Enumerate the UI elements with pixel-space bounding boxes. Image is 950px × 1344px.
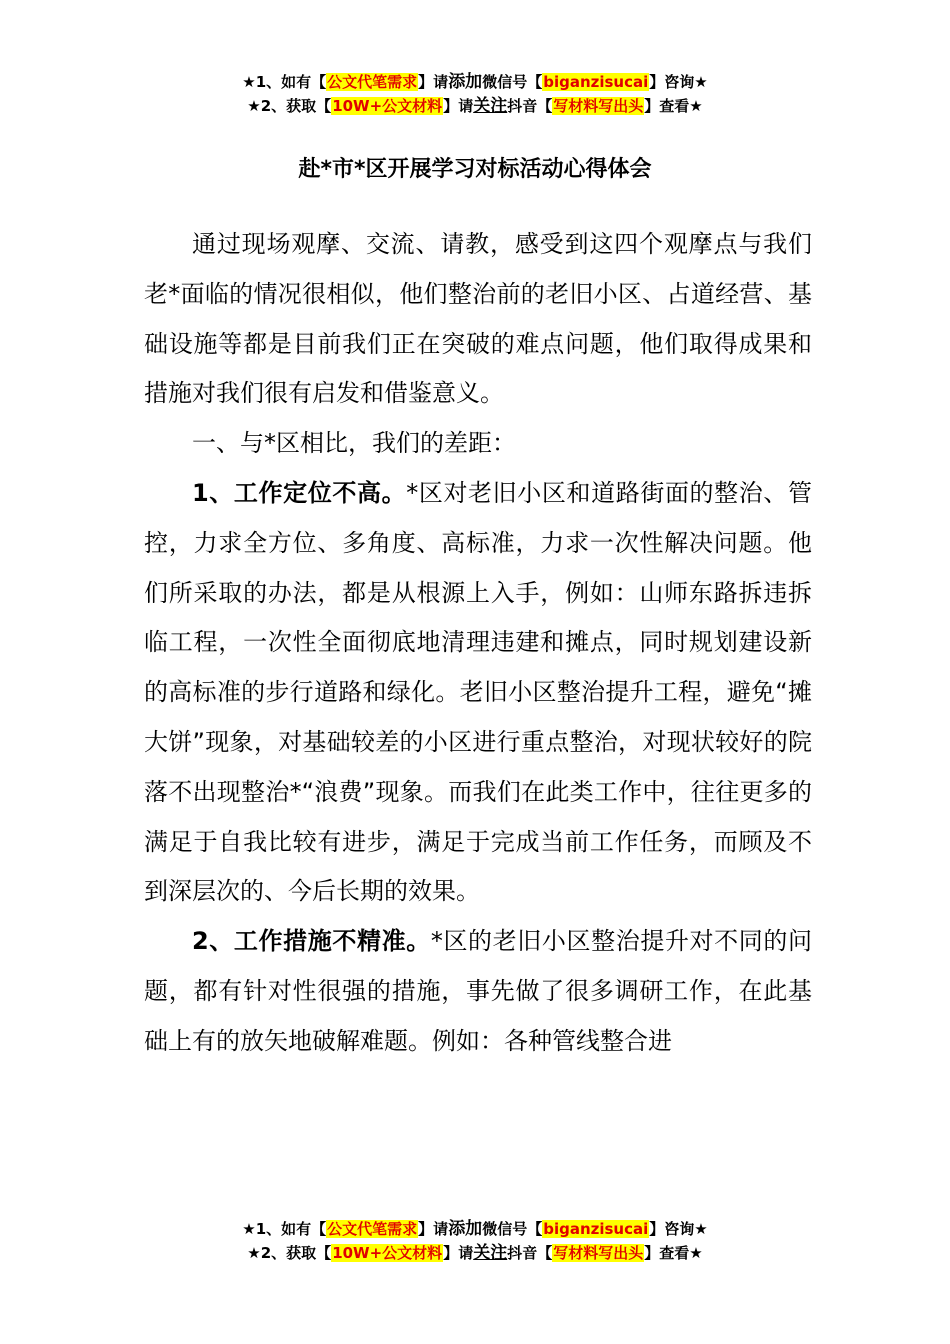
header-ad bbox=[0, 70, 950, 118]
footer-ad-1-mid2: 微信号【 bbox=[482, 1220, 543, 1238]
footer-ad-2-prefix: ★2、获取【 bbox=[247, 1244, 332, 1262]
header-ad-2-highlight-douyin: 写材料写出头 bbox=[553, 97, 644, 115]
footer-ad-2-mid: 】请 bbox=[443, 1244, 474, 1262]
footer-ad-1-highlight-service: 公文代笔需求 bbox=[327, 1220, 418, 1238]
header-ad-1-emphasis: 添加 bbox=[448, 72, 483, 92]
document-body bbox=[144, 220, 812, 1067]
footer-ad-1-highlight-wechat: biganzisucai bbox=[543, 1220, 649, 1238]
document-title: 赴*市*区开展学习对标活动心得体会 bbox=[298, 157, 652, 182]
footer-ad-2-suffix: 】查看★ bbox=[644, 1244, 703, 1262]
section-heading-gap bbox=[144, 419, 812, 469]
header-ad-1-highlight-wechat: biganzisucai bbox=[543, 73, 649, 91]
section-heading-text: 一、与*区相比，我们的差距： bbox=[192, 429, 516, 458]
header-ad-1-mid: 】请 bbox=[418, 73, 449, 91]
footer-ad-2-highlight-douyin: 写材料写出头 bbox=[553, 1244, 644, 1262]
footer-ad-1-suffix: 】咨询★ bbox=[649, 1220, 708, 1238]
footer-ad-1-emphasis: 添加 bbox=[448, 1219, 483, 1239]
footer-ad-1-prefix: ★1、如有【 bbox=[242, 1220, 327, 1238]
paragraph-intro-text: 通过现场观摩、交流、请教，感受到这四个观摩点与我们老*面临的情况很相似，他们整治前的老旧小区、占道经营、基础设施等都是目前我们正在突破的难点问题，他们取得成果和措施对我们很有启发和借鉴意义。 bbox=[144, 230, 812, 408]
header-ad-1-highlight-service: 公文代笔需求 bbox=[327, 73, 418, 91]
footer-ad-1-mid: 】请 bbox=[418, 1220, 449, 1238]
paragraph-point-1 bbox=[144, 469, 812, 917]
point-2-heading: 2、工作措施不精准。 bbox=[192, 927, 431, 956]
footer-ad-2-emphasis: 关注 bbox=[473, 1243, 508, 1263]
footer-ad-line-2 bbox=[0, 1241, 950, 1265]
footer-ad-2-mid2: 抖音【 bbox=[507, 1244, 553, 1262]
footer-ad bbox=[0, 1217, 950, 1265]
header-ad-1-suffix: 】咨询★ bbox=[649, 73, 708, 91]
header-ad-line-2 bbox=[0, 94, 950, 118]
header-ad-2-emphasis: 关注 bbox=[473, 96, 508, 116]
header-ad-line-1 bbox=[0, 70, 950, 94]
header-ad-2-highlight-materials: 10W+公文材料 bbox=[332, 97, 443, 115]
footer-ad-line-1 bbox=[0, 1217, 950, 1241]
header-ad-2-mid2: 抖音【 bbox=[507, 97, 553, 115]
header-ad-1-prefix: ★1、如有【 bbox=[242, 73, 327, 91]
header-ad-2-suffix: 】查看★ bbox=[644, 97, 703, 115]
paragraph-intro bbox=[144, 220, 812, 419]
point-2-text: *区的老旧小区整治提升对不同的问题，都有针对性很强的措施，事先做了很多调研工作，在此基础上有的放矢地破解难题。例如：各种管线整合进 bbox=[144, 927, 813, 1055]
paragraph-point-2 bbox=[144, 917, 812, 1066]
footer-ad-2-highlight-materials: 10W+公文材料 bbox=[332, 1244, 443, 1262]
point-1-text: *区对老旧小区和道路街面的整治、管控，力求全方位、多角度、高标准，力求一次性解决问题。他们所采取的办法，都是从根源上入手，例如：山师东路拆违拆临工程，一次性全面彻底地清理违建和摊点，同时规划建设新的高标准的步行道路和绿化。老旧小区整治提升工程，避免“摊大饼”现象，对基础较差的小区进行重点整治，对现状较好的院落不出现整治*“浪费”现象。而我们在此类工作中，往往更多的满足于自我比较有进步，满足于完成当前工作任务，而顾及不到深层次的、今后长期的效果。 bbox=[144, 478, 813, 906]
header-ad-2-mid: 】请 bbox=[443, 97, 474, 115]
header-ad-1-mid2: 微信号【 bbox=[482, 73, 543, 91]
header-ad-2-prefix: ★2、获取【 bbox=[247, 97, 332, 115]
point-1-heading: 1、工作定位不高。 bbox=[192, 478, 407, 507]
